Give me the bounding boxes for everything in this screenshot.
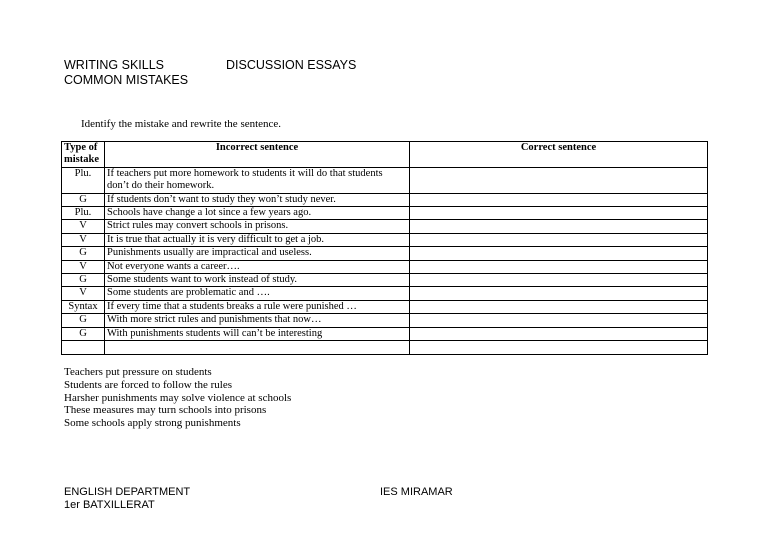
mistake-type-cell: V [62,233,105,246]
footer-school: IES MIRAMAR [380,486,453,498]
correct-sentence-cell[interactable] [410,300,708,313]
correct-sentence-cell[interactable] [410,260,708,273]
mistake-type-cell: Syntax [62,300,105,313]
incorrect-sentence-cell: If students don’t want to study they won’t study never. [105,193,410,206]
table-row [62,247,708,260]
hint-sentence: These measures may turn schools into prisons [64,404,267,417]
footer-department: ENGLISH DEPARTMENT [64,486,191,498]
mistakes-table [61,141,708,355]
table-row [62,167,708,193]
footer-course: 1er BATXILLERAT [64,499,155,511]
incorrect-sentence-cell: Some students are problematic and …. [105,287,410,300]
header-left [64,58,188,88]
mistake-type-cell: Plu. [62,167,105,193]
table-row [62,300,708,313]
correct-sentence-cell[interactable] [410,287,708,300]
hint-sentences [64,366,291,430]
incorrect-sentence-cell: Schools have change a lot since a few years ago. [105,207,410,220]
table-header-row [62,142,708,168]
hint-sentence: Students are forced to follow the rules [64,378,233,391]
incorrect-sentence-cell: Some students want to work instead of study. [105,274,410,287]
column-header-type: Type of mistake [62,142,105,168]
incorrect-sentence-cell: With punishments students will can’t be interesting [105,327,410,340]
mistake-type-cell: Plu. [62,207,105,220]
mistake-type-cell: G [62,314,105,327]
correct-sentence-cell[interactable] [410,167,708,193]
correct-sentence-cell[interactable] [410,314,708,327]
mistake-type-cell: V [62,287,105,300]
incorrect-sentence-cell: Punishments usually are impractical and useless. [105,247,410,260]
table-row [62,220,708,233]
footer-left [64,486,190,512]
mistake-type-cell: G [62,193,105,206]
column-header-correct: Correct sentence [410,142,708,168]
table-row [62,233,708,246]
instruction-text: Identify the mistake and rewrite the sentence. [81,118,282,130]
incorrect-sentence-cell: If every time that a students breaks a rule were punished … [105,300,410,313]
correct-sentence-cell[interactable] [410,247,708,260]
table-row [62,274,708,287]
hint-sentence: Some schools apply strong punishments [64,417,241,430]
header-subtitle: COMMON MISTAKES [64,73,189,87]
hint-sentence: Teachers put pressure on students [64,366,212,378]
incorrect-sentence-cell: If teachers put more homework to students it will do that students don’t do their homework. [105,167,410,193]
mistake-type-cell: V [62,260,105,273]
correct-sentence-cell[interactable] [410,193,708,206]
correct-sentence-cell[interactable] [410,274,708,287]
incorrect-sentence-cell: Not everyone wants a career…. [105,260,410,273]
correct-sentence-cell[interactable] [410,233,708,246]
incorrect-sentence-cell: It is true that actually it is very difficult to get a job. [105,233,410,246]
correct-sentence-cell[interactable] [410,220,708,233]
table-row [62,287,708,300]
hint-sentence: Harsher punishments may solve violence at schools [64,391,292,404]
mistake-type-cell: V [62,220,105,233]
header-topic: DISCUSSION ESSAYS [226,58,357,72]
mistake-type-cell [62,341,105,355]
table-row [62,327,708,340]
correct-sentence-cell[interactable] [410,341,708,355]
correct-sentence-cell[interactable] [410,327,708,340]
incorrect-sentence-cell [105,341,410,355]
table-row [62,341,708,355]
header-title: WRITING SKILLS [64,58,165,72]
table-row [62,207,708,220]
incorrect-sentence-cell: With more strict rules and punishments that now… [105,314,410,327]
mistake-type-cell: G [62,247,105,260]
correct-sentence-cell[interactable] [410,207,708,220]
table-row [62,193,708,206]
column-header-incorrect: Incorrect sentence [105,142,410,168]
table-row [62,314,708,327]
table-row [62,260,708,273]
incorrect-sentence-cell: Strict rules may convert schools in prisons. [105,220,410,233]
mistake-type-cell: G [62,274,105,287]
mistake-type-cell: G [62,327,105,340]
